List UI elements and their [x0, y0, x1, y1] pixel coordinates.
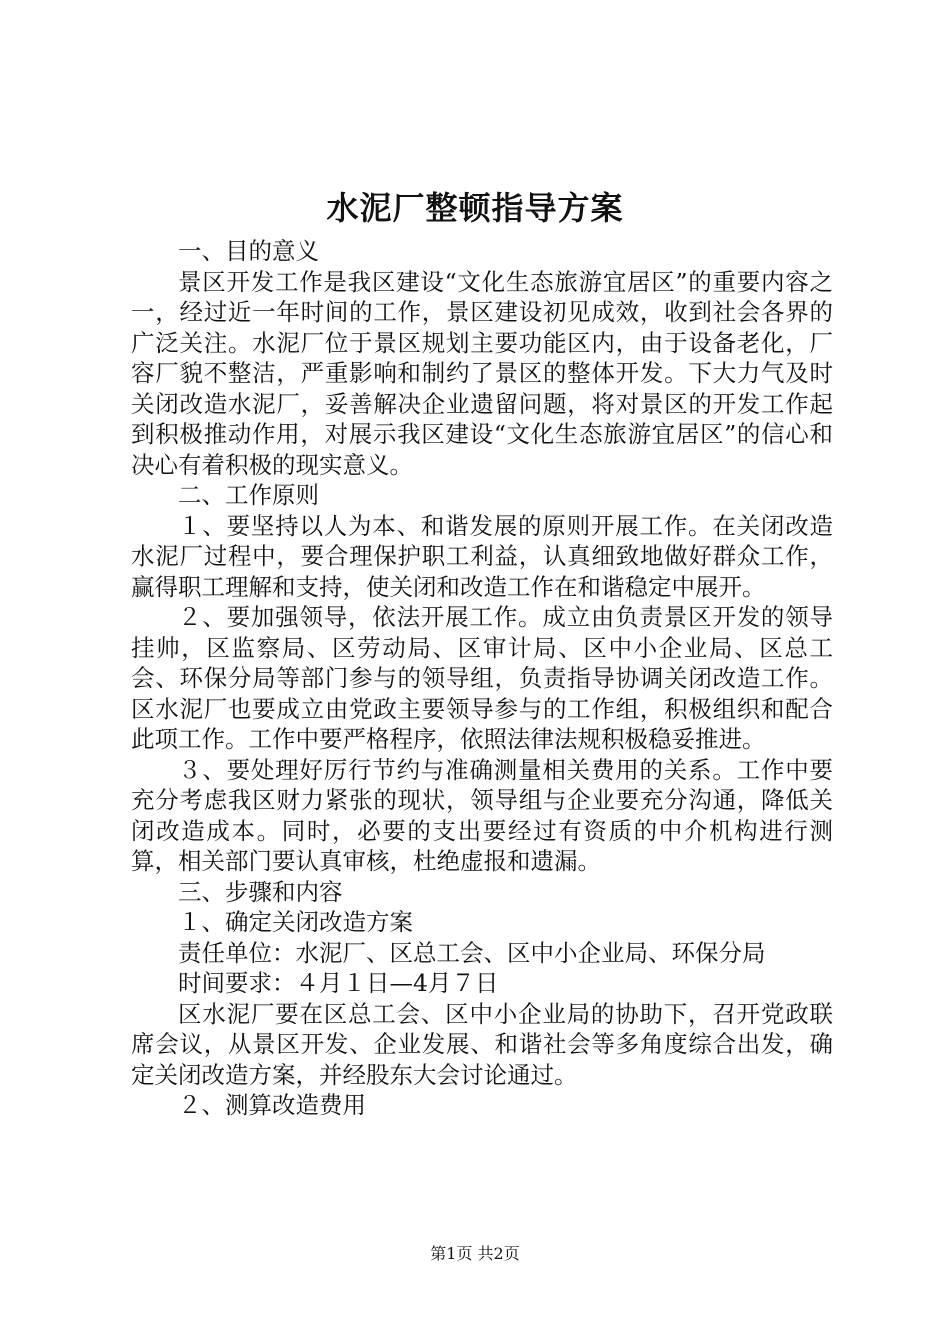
step-2-heading: ２、测算改造费用: [178, 1091, 366, 1119]
document-body: [131, 236, 833, 1121]
paragraph-principle-3: ３、要处理好厉行节约与准确测量相关费用的关系。工作中要充分考虑我区财力紧张的现状，领导组与企业要充分沟通，降低关闭改造成本。同时，必要的支出要经过有资质的中介机构进行测算，相关部门要认真审核，杜绝虚报和遗漏。: [131, 755, 833, 875]
document-title: 水泥厂整顿指导方案: [326, 189, 624, 227]
paragraph-principle-1: １、要坚持以人为本、和谐发展的原则开展工作。在关闭改造水泥厂过程中，要合理保护职工利益，认真细致地做好群众工作，赢得职工理解和支持，使关闭和改造工作在和谐稳定中展开。: [131, 511, 833, 601]
section-heading-steps: 三、步骤和内容: [178, 877, 343, 906]
step-1-time-requirement: 时间要求：４月１日—4月７日: [178, 969, 499, 997]
section-heading-principles: 二、工作原则: [178, 481, 319, 509]
step-1-heading: １、确定关闭改造方案: [178, 908, 413, 936]
step-1-responsible-units: 责任单位：水泥厂、区总工会、区中小企业局、环保分局: [178, 938, 766, 967]
paragraph-purpose: 景区开发工作是我区建设“文化生态旅游宜居区”的重要内容之一，经过近一年时间的工作，景区建设初见成效，收到社会各界的广泛关注。水泥厂位于景区规划主要功能区内，由于设备老化，厂容厂貌不整洁，严重影响和制约了景区的整体开发。下大力气及时关闭改造水泥厂，妥善解决企业遗留问题，将对景区的开发工作起到积极推动作用，对展示我区建设“文化生态旅游宜居区”的信心和决心有着积极的现实意义。: [131, 267, 833, 479]
page-footer: 第1页 共2页: [430, 1244, 520, 1263]
paragraph-principle-2: ２、要加强领导，依法开展工作。成立由负责景区开发的领导挂帅，区监察局、区劳动局、区审计局、区中小企业局、区总工会、环保分局等部门参与的领导组，负责指导协调关闭改造工作。区水泥厂也要成立由党政主要领导参与的工作组，积极组织和配合此项工作。工作中要严格程序，依照法律法规积极稳妥推进。: [131, 603, 833, 753]
section-heading-purpose: 一、目的意义: [178, 237, 319, 265]
step-1-description: 区水泥厂要在区总工会、区中小企业局的协助下，召开党政联席会议，从景区开发、企业发展、和谐社会等多角度综合出发，确定关闭改造方案，并经股东大会讨论通过。: [131, 999, 833, 1089]
